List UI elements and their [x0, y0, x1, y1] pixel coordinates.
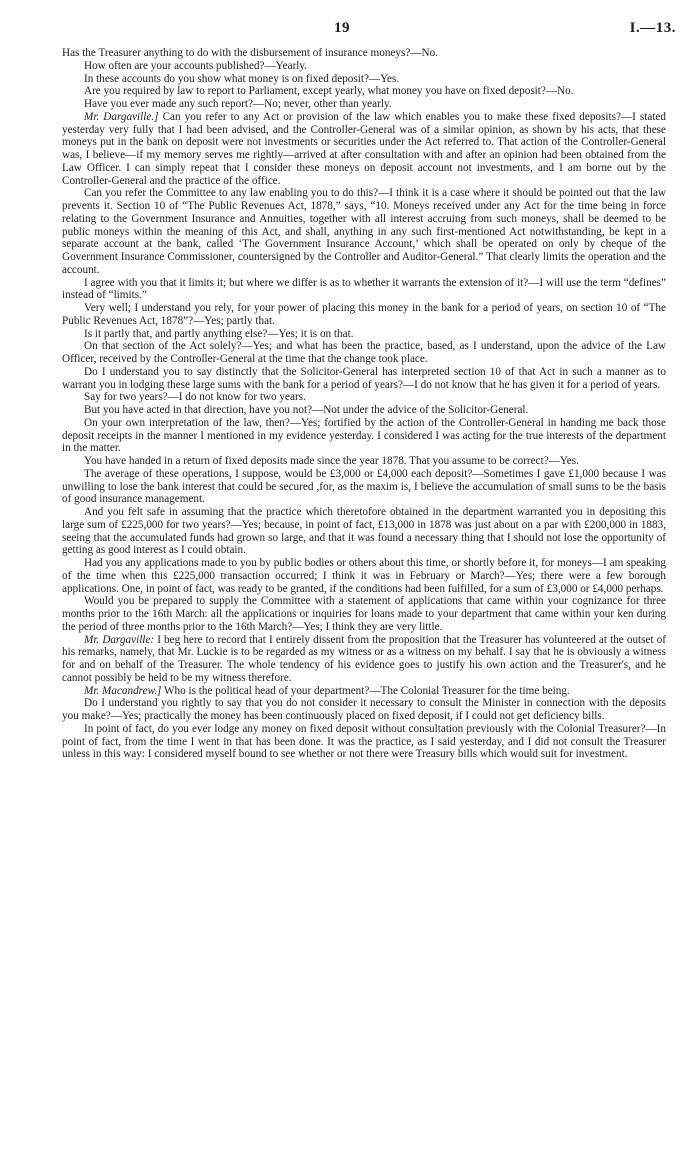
paragraph-text: And you felt safe in assuming that the practice which theretofore obtained in the department warranted you in depositing this large sum of £225,000 for two years?—Yes; because, in point of fact, £13,000 in 1878 was just about on a par with £200,000 in 1883, seeing that the accumulated funds had grown so large, and that it was found a necessary thing that I should not lose the opportunity of getting as good interest as I could obtain. [62, 506, 666, 557]
paragraph [62, 302, 666, 328]
paragraph-text: Are you required by law to report to Parliament, except yearly, what money you have on fixed deposit?—No. [84, 85, 574, 98]
paragraph [62, 73, 666, 86]
paragraph-text: Who is the political head of your department?—The Colonial Treasurer for the time being. [163, 684, 570, 697]
paragraph-text: The average of these operations, I suppose, would be £3,000 or £4,000 each deposit?—Sometimes I gave £1,000 because I was unwilling to lose the bank interest that could be secured ,for, as the maxim is, I believe the accumulation of small sums to be the basis of good insurance management. [62, 467, 666, 506]
paragraph-text: Very well; I understand you rely, for your power of placing this money in the bank for a period of years, on section 10 of “The Public Revenues Act, 1878”?—Yes; partly that. [62, 302, 666, 327]
paragraph [62, 557, 666, 595]
paragraph [62, 391, 666, 404]
paragraph [62, 60, 666, 73]
paragraph [62, 595, 666, 633]
paragraph-text: How often are your accounts published?—Yearly. [84, 59, 308, 72]
speaker-name: Mr. Macandrew.] [84, 684, 162, 697]
paragraph-text: Would you be prepared to supply the Committee with a statement of applications that came within your cognizance for three months prior to the 16th March: all the applications or inquiries for loans made to your department that came within your ken during the period of three months prior to the 16th March?—Yes; I think they are very little. [62, 595, 666, 633]
paragraph [62, 506, 666, 557]
paragraph [62, 697, 666, 723]
paragraph-text: Do I understand you to say distinctly that the Solicitor-General has interpreted section 10 of that Act in such a manner as to warrant you in lodging these large sums with the bank for a period of years?—I do not know that he has given it for a period of years. [62, 365, 666, 391]
paragraph [62, 187, 666, 276]
paragraph [62, 111, 666, 188]
paragraph-text: In point of fact, do you ever lodge any money on fixed deposit without consultation previously with the Colonial Treasurer?—In point of fact, from the time I went in that has been done. It was the practice, as I said yesterday, and I did not consult the Treasurer unless in this way: I considered myself bound to see whether or not there were Treasury bills which would suit for investment. [62, 722, 666, 761]
paragraph [62, 366, 666, 392]
paragraph-text: Do I understand you rightly to say that you do not consider it necessary to consult the Minister in connection with the deposits you make?—Yes; practically the money has been continuously placed on fixed deposit, if I could not get deficiency bills. [62, 697, 666, 722]
paragraph-text: I agree with you that it limits it; but where we differ is as to whether it warrants the extension of it?—I will use the term “defines” instead of “limits.” [62, 276, 666, 302]
paragraph-text: Is it partly that, and partly anything else?—Yes; it is on that. [84, 327, 354, 340]
paragraph [62, 340, 666, 366]
paragraph-text: I beg here to record that I entirely dissent from the proposition that the Treasurer has volunteered at the outset of his remarks, namely, that Mr. Luckie is to be regarded as my witness or as a witness on my behalf. I say that he is obviously a witness for and on behalf of the Treasurer. The whole tendency of his evidence goes to justify his own action and the Treasurer's, and he cannot possibly be held to be my witness therefore. [62, 633, 667, 684]
paragraph [62, 328, 666, 341]
paragraph [62, 468, 666, 506]
paragraph [62, 47, 666, 60]
paragraph [62, 277, 666, 303]
paragraph-text: Had you any applications made to you by public bodies or others about this time, or shortly before it, for moneys—I am speaking of the time when this £225,000 transaction occurred; I think it was in February or March?—Yes; there were a few borough applications. One, in point of fact, was ready to be granted, if the conditions had been fulfilled, for a sum of £3,000 or £4,000 perhaps. [62, 557, 666, 595]
paragraph-text: In these accounts do you show what money is on fixed deposit?—Yes. [84, 72, 400, 85]
paragraph-text: But you have acted in that direction, have you not?—Not under the advice of the Solicitor-General. [84, 404, 529, 416]
paragraph-text: Have you ever made any such report?—No; never, other than yearly. [84, 98, 392, 110]
paragraph-text: On your own interpretation of the law, then?—Yes; fortified by the action of the Controller-General in handing me back those deposit receipts in the manner I mentioned in my evidence yesterday. I considered I was acting for the true interests of the department in the matter. [62, 416, 666, 455]
paragraph [62, 634, 666, 685]
paragraph [62, 404, 666, 417]
paragraph [62, 455, 666, 468]
paragraph-text: On that section of the Act solely?—Yes; and what has been the practice, based, as I understand, upon the advice of the Law Officer, received by the Controller-General at the time that the change took place. [62, 340, 666, 365]
paragraph-text: Say for two years?—I do not know for two years. [84, 391, 306, 404]
speaker-name: Mr. Dargaville.] [84, 110, 159, 123]
paragraph [62, 685, 666, 698]
paragraph-text: You have handed in a return of fixed deposits made since the year 1878. That you assume to be correct?—Yes. [84, 455, 579, 467]
paragraph [62, 723, 666, 761]
paragraph-text: Can you refer to any Act or provision of the law which enables you to make these fixed deposits?—I stated yesterday very fully that I had been advised, and the Controller-General was of a similar opinion, as shown by his acts, that these moneys put in the bank on deposit were not investments or securities under the Act referred to. That action of the Controller-General was, I believe—if my memory serves me rightly—arrived at after consultation with and after an opinion had been obtained from the Law Officer. I can simply repeat that I consider these moneys on deposit account not investments, and I am borne out by the Controller-General and the practice of the office. [62, 110, 666, 187]
evidence-text [62, 47, 666, 761]
paragraph [62, 85, 666, 98]
paragraph-text: Can you refer the Committee to any law enabling you to do this?—I think it is a case where it should be pointed out that the law prevents it. Section 10 of “The Public Revenues Act, 1878,” says, “10. Moneys received under any Act for the time being in force relating to the Government Insurance and Annuities, together with all interest accruing from such moneys, shall be deemed to be public moneys within the meaning of this Act, and shall, anything in any such first-mentioned Act notwithstanding, be kept in a separate account at the bank, called ‘The Government Insurance Account,’ which shall be operated on only by cheque of the Government Insurance Commissioner, countersigned by the Controller and Auditor-General.” That clearly limits the operation and the account. [62, 187, 666, 276]
paragraph [62, 98, 666, 111]
paragraph-text: Has the Treasurer anything to do with the disbursement of insurance moneys?—No. [62, 47, 438, 59]
document-reference: I.—13. [629, 20, 676, 36]
speaker-name: Mr. Dargaville: [84, 633, 155, 646]
page-number: 19 [334, 20, 350, 36]
paragraph [62, 417, 666, 455]
